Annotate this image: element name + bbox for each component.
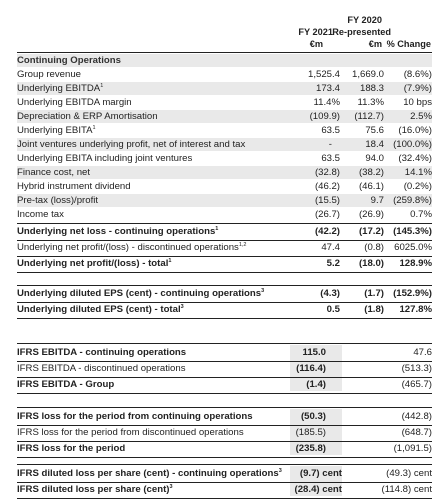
table-row-net-discontinued: Underlying net profit/(loss) - discontinued operations$^{1,2}$ 47.4 (0.8) 6025.0% bbox=[17, 241, 432, 253]
table-row-ifrs-ebitda-discontinued: IFRS EBITDA - discontinued operations (116.4) (513.3) bbox=[17, 363, 432, 374]
header-pct-change: % Change bbox=[386, 39, 431, 49]
table-row-eps-total: Underlying diluted EPS (cent) - total$^3$ 0.5 (1.8) 127.8% bbox=[17, 303, 432, 315]
rule bbox=[17, 464, 432, 465]
rule bbox=[17, 223, 432, 224]
rule bbox=[17, 457, 432, 458]
rule bbox=[17, 272, 432, 273]
header-fy2020-top: FY 2020 bbox=[347, 15, 382, 25]
table-row-pretax: Pre-tax (loss)/profit (15.5) 9.7 (259.8%) bbox=[17, 195, 432, 206]
table-row-eps-continuing: Underlying diluted EPS (cent) - continuing operations$^3$ (4.3) (1.7) (152.9%) bbox=[17, 287, 432, 299]
rule bbox=[17, 343, 432, 344]
header-fy2021: FY 2021 bbox=[298, 27, 333, 37]
table-row-hybrid-dividend: Hybrid instrument dividend (46.2) (46.1) (0.2%) bbox=[17, 181, 432, 192]
rule bbox=[17, 393, 432, 394]
table-row-finance-cost: Finance cost, net (32.8) (38.2) 14.1% bbox=[17, 167, 432, 178]
rule bbox=[17, 285, 432, 286]
table-row-ifrs-ebitda-group: IFRS EBITDA - Group (1.4) (465.7) bbox=[17, 379, 432, 390]
header-represented: Re-presented bbox=[332, 27, 391, 37]
rule bbox=[17, 498, 432, 499]
table-row-ifrs-loss-continuing: IFRS loss for the period from continuing operations (50.3) (442.8) bbox=[17, 411, 432, 422]
table-row-ebitda-margin: Underlying EBITDA margin 11.4% 11.3% 10 bps bbox=[17, 97, 432, 108]
table-row-income-tax: Income tax (26.7) (26.9) 0.7% bbox=[17, 209, 432, 220]
section-continuing-title: Continuing Operations bbox=[17, 55, 121, 66]
table-row-joint-ventures: Joint ventures underlying profit, net of interest and tax - 18.4 (100.0%) bbox=[17, 139, 432, 150]
table-row-underlying-ebita: Underlying EBITA$^1$ 63.5 75.6 (16.0%) bbox=[17, 124, 432, 136]
header-unit-fy2020: €m bbox=[368, 39, 382, 49]
header-rule bbox=[17, 52, 432, 53]
table-row-ifrs-eps-total: IFRS diluted loss per share (cent)$^3$ (28.4) cent (114.8) cent bbox=[17, 483, 432, 495]
header-unit-fy2021: €m bbox=[309, 39, 323, 49]
table-row-net-loss-continuing: Underlying net loss - continuing operations$^1$ (42.2) (17.2) (145.3%) bbox=[17, 225, 432, 237]
table-row-ifrs-ebitda-continuing: IFRS EBITDA - continuing operations 115.0 47.6 bbox=[17, 347, 432, 358]
rule bbox=[17, 318, 432, 319]
table-row-ebita-incl-jv: Underlying EBITA including joint ventures 63.5 94.0 (32.4%) bbox=[17, 153, 432, 164]
table-row-ifrs-loss-total: IFRS loss for the period (235.8) (1,091.5) bbox=[17, 443, 432, 454]
table-row-underlying-ebitda: Underlying EBITDA$^1$ 173.4 188.3 (7.9%) bbox=[17, 82, 432, 94]
table-row-net-total: Underlying net profit/(loss) - total$^1$ 5.2 (18.0) 128.9% bbox=[17, 257, 432, 269]
rule bbox=[17, 407, 432, 408]
table-row-ifrs-eps-continuing: IFRS diluted loss per share (cent) - continuing operations$^3$ (9.7) cent (49.3) cent bbox=[17, 467, 432, 479]
table-row-group-revenue: Group revenue 1,525.4 1,669.0 (8.6%) bbox=[17, 69, 432, 80]
table-row-ifrs-loss-discontinued: IFRS loss for the period from discontinued operations (185.5) (648.7) bbox=[17, 427, 432, 438]
table-row-depreciation: Depreciation & ERP Amortisation (109.9) (112.7) 2.5% bbox=[17, 111, 432, 122]
